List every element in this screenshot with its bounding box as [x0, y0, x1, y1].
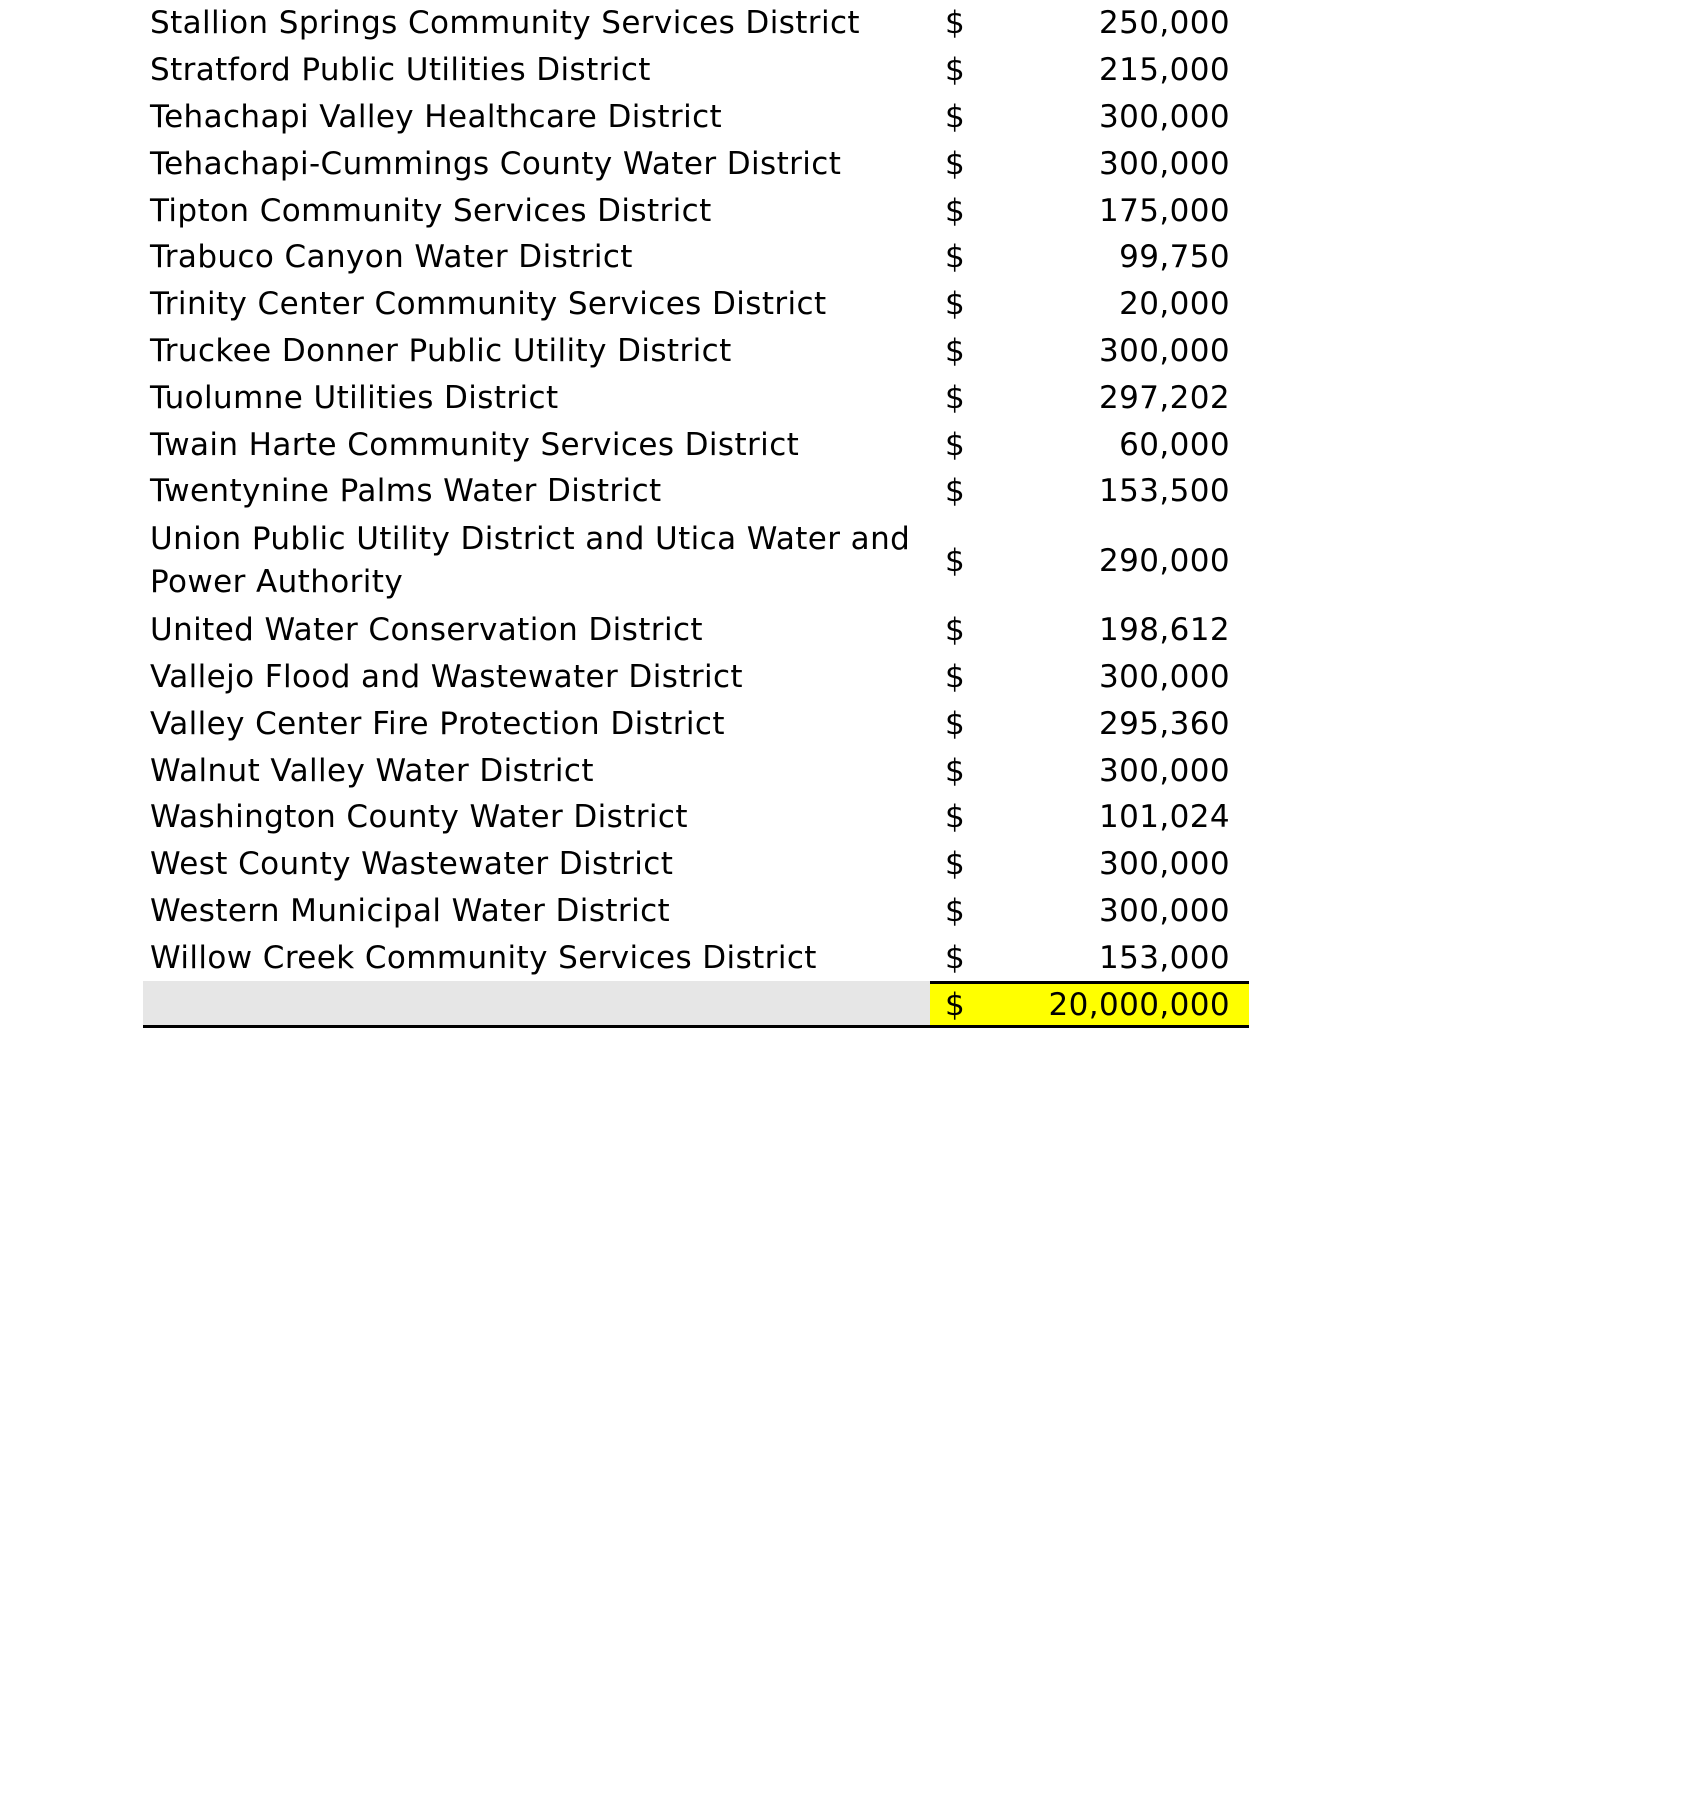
amount-value: 300,000	[1099, 658, 1230, 695]
table-row	[143, 140, 1249, 187]
amount-value: 175,000	[1099, 192, 1230, 229]
amount-cell	[930, 187, 1249, 234]
district-name: Tuolumne Utilities District	[150, 379, 559, 416]
table-row	[143, 374, 1249, 421]
table-row	[143, 747, 1249, 794]
district-name: Twentynine Palms Water District	[150, 473, 662, 510]
district-name: Tehachapi Valley Healthcare District	[150, 98, 723, 135]
amount-value: 300,000	[1099, 892, 1230, 929]
currency-symbol: $	[945, 846, 966, 883]
table-row	[143, 94, 1249, 141]
district-name: Tehachapi-Cummings County Water District	[150, 145, 842, 182]
district-name: Trinity Center Community Services District	[150, 286, 827, 323]
table-row	[143, 888, 1249, 935]
amount-cell	[930, 140, 1249, 187]
total-row	[143, 981, 1249, 1028]
district-name: Vallejo Flood and Wastewater District	[150, 658, 743, 695]
currency-symbol: $	[945, 145, 966, 182]
currency-symbol: $	[945, 986, 966, 1023]
amount-cell	[930, 794, 1249, 841]
table-row	[143, 328, 1249, 375]
amount-value: 215,000	[1099, 52, 1230, 89]
currency-symbol: $	[945, 799, 966, 836]
district-name: Trabuco Canyon Water District	[150, 239, 633, 276]
district-name: Union Public Utility District and Utica Water and Power Authority	[150, 520, 911, 600]
currency-symbol: $	[945, 192, 966, 229]
district-name: Willow Creek Community Services District	[150, 939, 817, 976]
currency-symbol: $	[945, 658, 966, 695]
currency-symbol: $	[945, 705, 966, 742]
amount-cell	[930, 421, 1249, 468]
currency-symbol: $	[945, 98, 966, 135]
amount-cell	[930, 654, 1249, 701]
currency-symbol: $	[945, 286, 966, 323]
amount-cell	[930, 841, 1249, 888]
district-name: Valley Center Fire Protection District	[150, 705, 725, 742]
table-row	[143, 421, 1249, 468]
district-name: Stallion Springs Community Services District	[150, 5, 860, 42]
amount-cell	[930, 374, 1249, 421]
amount-value: 300,000	[1099, 752, 1230, 789]
amount-cell	[930, 94, 1249, 141]
total-amount-cell	[930, 981, 1249, 1025]
currency-symbol: $	[945, 542, 966, 579]
table-row	[143, 700, 1249, 747]
table-row	[143, 281, 1249, 328]
table-row	[143, 515, 1249, 607]
amount-value: 250,000	[1099, 5, 1230, 42]
table-row	[143, 794, 1249, 841]
amount-value: 300,000	[1099, 332, 1230, 369]
currency-symbol: $	[945, 939, 966, 976]
district-name: Stratford Public Utilities District	[150, 52, 651, 89]
amount-value: 300,000	[1099, 98, 1230, 135]
amount-cell	[930, 934, 1249, 981]
table-row	[143, 934, 1249, 981]
amount-cell	[930, 747, 1249, 794]
table-row	[143, 47, 1249, 94]
amount-cell	[930, 700, 1249, 747]
amount-value: 290,000	[1099, 542, 1230, 579]
table-row	[143, 234, 1249, 281]
district-name: Tipton Community Services District	[150, 192, 712, 229]
district-name: United Water Conservation District	[150, 612, 703, 649]
allocation-table	[143, 0, 1249, 1028]
amount-value: 60,000	[1119, 426, 1230, 463]
amount-value: 300,000	[1099, 145, 1230, 182]
table-row	[143, 468, 1249, 515]
table-row	[143, 654, 1249, 701]
amount-cell	[930, 515, 1249, 607]
amount-value: 153,500	[1099, 473, 1230, 510]
currency-symbol: $	[945, 892, 966, 929]
amount-value: 101,024	[1099, 799, 1230, 836]
amount-value: 20,000	[1119, 286, 1230, 323]
currency-symbol: $	[945, 52, 966, 89]
amount-value: 99,750	[1119, 239, 1230, 276]
amount-value: 300,000	[1099, 846, 1230, 883]
currency-symbol: $	[945, 426, 966, 463]
currency-symbol: $	[945, 473, 966, 510]
currency-symbol: $	[945, 379, 966, 416]
amount-cell	[930, 328, 1249, 375]
amount-cell	[930, 234, 1249, 281]
district-name: Walnut Valley Water District	[150, 752, 594, 789]
amount-cell	[930, 607, 1249, 654]
table-row	[143, 187, 1249, 234]
amount-value: 153,000	[1099, 939, 1230, 976]
table-row	[143, 0, 1249, 47]
district-name: Western Municipal Water District	[150, 892, 671, 929]
currency-symbol: $	[945, 752, 966, 789]
amount-cell	[930, 281, 1249, 328]
amount-cell	[930, 0, 1249, 47]
district-name: Washington County Water District	[150, 799, 688, 836]
currency-symbol: $	[945, 332, 966, 369]
amount-value: 295,360	[1099, 705, 1230, 742]
amount-value: 198,612	[1099, 612, 1230, 649]
table-row	[143, 841, 1249, 888]
amount-cell	[930, 468, 1249, 515]
amount-cell	[930, 888, 1249, 935]
currency-symbol: $	[945, 5, 966, 42]
currency-symbol: $	[945, 612, 966, 649]
district-name: Twain Harte Community Services District	[150, 426, 800, 463]
total-label-cell	[143, 981, 930, 1025]
table-row	[143, 607, 1249, 654]
total-amount-value: 20,000,000	[1048, 986, 1230, 1023]
amount-value: 297,202	[1099, 379, 1230, 416]
currency-symbol: $	[945, 239, 966, 276]
amount-cell	[930, 47, 1249, 94]
district-name: West County Wastewater District	[150, 846, 674, 883]
district-name: Truckee Donner Public Utility District	[150, 332, 732, 369]
